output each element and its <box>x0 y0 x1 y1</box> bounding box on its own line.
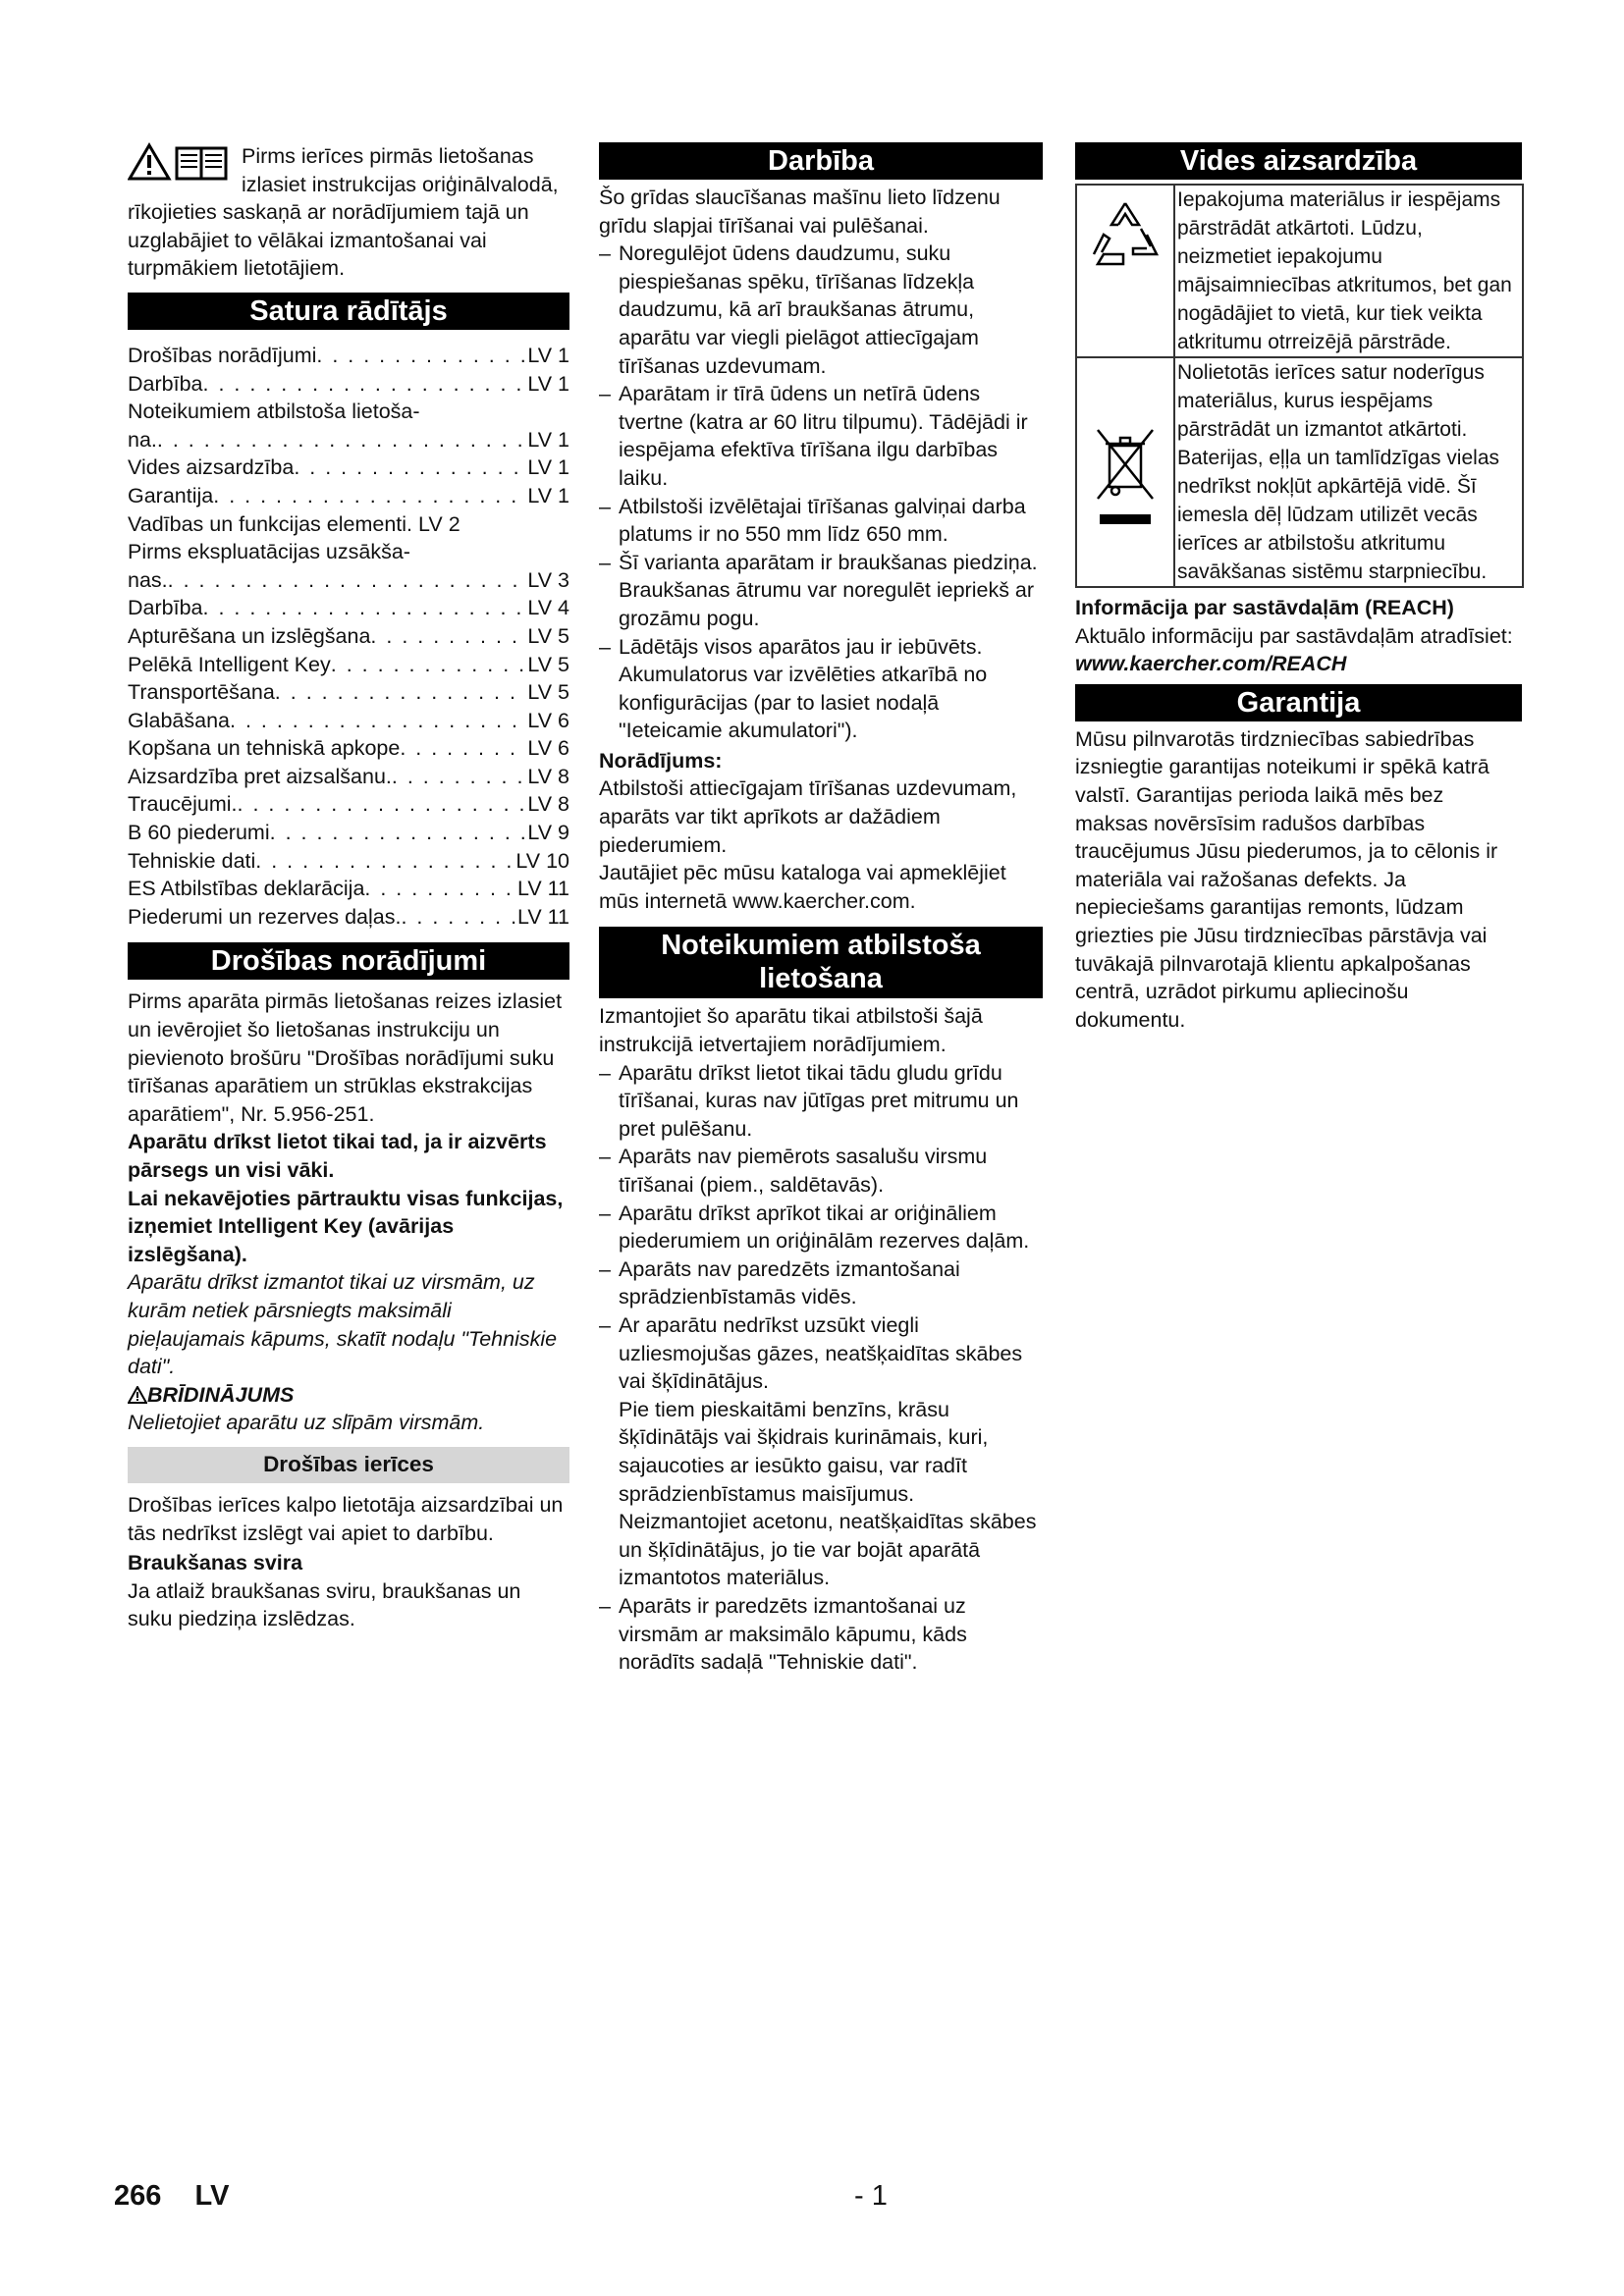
safety-title: Drošības norādījumi <box>128 942 569 980</box>
reach-text: Aktuālo informāciju par sastāvdaļām atradīsiet: <box>1075 623 1513 648</box>
toc-title: Satura rādītājs <box>128 293 569 330</box>
weee-text: Nolietotās ierīces satur noderīgus materiālus, kurus iespējams pārstrādāt un izmantot atkārtoti. Baterijas, eļļa un tamlīdzīgas vielas nedrīkst nokļūt apkārtējā vidē. Šī iemesla dēļ lūdzam utilizēt vecās ierīces ar atbilstošu atkritumu savākšanas sistēmu starpniecību. <box>1177 361 1499 583</box>
list-item: – Aparātam ir tīrā ūdens un netīrā ūdens tvertne (katra ar 60 litru tilpumu). Tādējādi ir iespējama efektīva tīrīšana ilgu darbības laiku. <box>599 380 1043 492</box>
manual-book-icon <box>177 148 226 179</box>
operation-list <box>599 240 1043 745</box>
operation-title: Darbība <box>599 142 1043 180</box>
toc-entry[interactable]: Pelēkā Intelligent Key . . . LV 5 <box>128 651 569 679</box>
list-item: – Ar aparātu nedrīkst uzsūkt viegli uzliesmojušas gāzes, neatšķaidītas skābes vai šķīdinātājus. Pie tiem pieskaitāmi benzīns, krāsu šķīdinātājs vai šķidrais kurināmais, kuri, sajaucoties ar iesūkto gaisu, var radīt sprādzienbīstamus maisījumus. Neizmantojiet acetonu, neatšķaidītas skābes un šķīdinātājus, jo tie var bojāt aparātā izmantotos materiālus. <box>599 1311 1043 1592</box>
safety-intro: Pirms aparāta pirmās lietošanas reizes izlasiet un ievērojiet šo lietošanas instrukciju un pievienoto brošūru "Drošības norādījumi suku tīrīšanas aparātiem un strūklas ekstrakcijas aparātiem", Nr. 5.956-251. <box>128 989 563 1126</box>
toc-entry[interactable]: Apturēšana un izslēgšana . . . LV 5 <box>128 622 569 651</box>
toc-entry[interactable]: Noteikumiem atbilstoša lietoša- na. . . . LV 1 <box>128 398 569 454</box>
note-text: Atbilstoši attiecīgajam tīrīšanas uzdevumam, aparāts var tikt aprīkots ar dažādiem piederumiem. <box>599 776 1017 857</box>
safety-devices-text: Drošības ierīces kalpo lietotāja aizsardzībai un tās nedrīkst izslēgt vai apiet to darbību. <box>128 1492 564 1545</box>
intended-list <box>599 1059 1043 1677</box>
language-code: LV <box>194 2180 230 2212</box>
reach-title: Informācija par sastāvdaļām (REACH) <box>1075 596 1454 619</box>
environment-title: Vides aizsardzība <box>1075 142 1522 180</box>
reach-link[interactable]: www.kaercher.com/REACH <box>1075 652 1347 676</box>
toc-entry[interactable]: Pirms ekspluatācijas uzsākša- nas. . . . LV 3 <box>128 538 569 594</box>
warning-heading: BRĪDINĀJUMS <box>128 1381 569 1410</box>
toc-entry[interactable]: Glabāšana . . . LV 6 <box>128 707 569 735</box>
warning-text: Nelietojiet aparātu uz slīpām virsmām. <box>128 1411 485 1435</box>
lever-text: Ja atlaiž braukšanas sviru, braukšanas un suku piedziņa izslēdzas. <box>128 1578 521 1631</box>
safety-italic: Aparātu drīkst izmantot tikai uz virsmām, uz kurām netiek pārsniegts maksimāli pieļaujamais kāpums, skatīt nodaļu "Tehniskie dati". <box>128 1270 558 1379</box>
table-of-contents <box>128 342 569 931</box>
safety-bold-2: Lai nekavējoties pārtrauktu visas funkcijas, izņemiet Intelligent Key (avārijas izslēgšana). <box>128 1186 564 1266</box>
toc-entry[interactable]: Transportēšana . . . LV 5 <box>128 678 569 707</box>
page-number: 266 <box>114 2180 162 2212</box>
warranty-title: Garantija <box>1075 684 1522 721</box>
list-item: – Šī varianta aparātam ir braukšanas piedziņa. Braukšanas ātrumu var noregulēt iepriekš ar grozāmu pogu. <box>599 549 1043 633</box>
recycle-row <box>1077 186 1522 356</box>
toc-entry[interactable]: ES Atbilstības deklarācija . . . LV 11 <box>128 875 569 903</box>
intended-use-title: Noteikumiem atbilstoša lietošana <box>599 927 1043 998</box>
environment-table <box>1075 184 1524 588</box>
column-middle <box>599 142 1043 1677</box>
toc-entry[interactable]: Garantija . . . LV 1 <box>128 482 569 510</box>
toc-entry[interactable]: Piederumi un rezerves daļas. . . . LV 11 <box>128 903 569 932</box>
warning-icon <box>128 142 236 182</box>
intro-icons <box>128 142 236 182</box>
list-item: – Atbilstoši izvēlētajai tīrīšanas galviņai darba platums ir no 550 mm līdz 650 mm. <box>599 493 1043 549</box>
page-marker: - 1 <box>854 2180 888 2212</box>
safety-devices-title: Drošības ierīces <box>128 1447 569 1483</box>
list-item: – Aparāts nav piemērots sasalušu virsmu tīrīšanai (piem., saldētavās). <box>599 1143 1043 1199</box>
toc-entry[interactable]: Vides aizsardzība . . . LV 1 <box>128 454 569 482</box>
lever-title: Braukšanas svira <box>128 1551 303 1575</box>
warning-icon <box>128 1386 147 1404</box>
weee-row <box>1077 356 1522 586</box>
list-item: – Aparātu drīkst aprīkot tikai ar oriģināliem piederumiem un oriģinālām rezerves daļām. <box>599 1200 1043 1255</box>
toc-entry[interactable]: Vadības un funkcijas elementi. LV 2 <box>128 511 460 536</box>
column-right <box>1075 142 1522 1034</box>
crossed-bin-icon <box>1090 422 1161 532</box>
list-item: – Aparāts ir paredzēts izmantošanai uz virsmām ar maksimālo kāpumu, kāds norādīts sadaļā "Tehniskie dati". <box>599 1592 1043 1677</box>
intended-intro: Izmantojiet šo aparātu tikai atbilstoši šajā instrukcijā ietvertajiem norādījumiem. <box>599 1004 983 1057</box>
safety-bold-1: Aparātu drīkst lietot tikai tad, ja ir aizvērts pārsegs un visi vāki. <box>128 1130 547 1182</box>
warranty-text: Mūsu pilnvarotās tirdzniecības sabiedrības izsniegtie garantijas noteikumi ir spēkā katrā valstī. Garantijas perioda laikā mēs bez maksas novērsīsim radušos darbības traucējumus Jūsu piederumos, ja to cēlonis ir materiāla vai ražošanas defekts. Ja nepieciešams garantijas remonts, lūdzam griezties pie Jūsu tirdzniecības pārstāvja vai tuvākajā pilnvarotajā klientu apkalpošanas centrā, uzrādot pirkumu apliecinošu dokumentu. <box>1075 726 1498 1032</box>
toc-entry[interactable]: Aizsardzība pret aizsalšanu. . . . LV 8 <box>128 763 569 791</box>
footer-page-label <box>114 2180 229 2213</box>
toc-entry[interactable]: Drošības norādījumi . . . LV 1 <box>128 342 569 370</box>
toc-entry[interactable]: B 60 piederumi . . . LV 9 <box>128 819 569 847</box>
intro-text: Pirms ierīces pirmās lietošanas izlasiet instrukcijas oriģinālvalodā, rīkojieties saskaņā ar norādījumiem tajā un uzglabājiet to vēlākai izmantošanai vai turpmākiem lietotājiem. <box>128 144 559 281</box>
note-text-2: Jautājiet pēc mūsu kataloga vai apmeklējiet mūs internetā www.kaercher.com. <box>599 861 1006 913</box>
operation-intro: Šo grīdas slaucīšanas mašīnu lieto līdzenu grīdu slapjai tīrīšanai vai pulēšanai. <box>599 186 1001 238</box>
column-left <box>128 142 569 1633</box>
toc-entry[interactable]: Kopšana un tehniskā apkope . . . LV 6 <box>128 734 569 763</box>
toc-entry[interactable]: Tehniskie dati . . . LV 10 <box>128 847 569 876</box>
list-item: – Aparāts nav paredzēts izmantošanai sprādzienbīstamās vidēs. <box>599 1255 1043 1311</box>
recycle-icon <box>1086 195 1164 274</box>
toc-entry[interactable]: Darbība . . . LV 1 <box>128 370 569 399</box>
toc-entry[interactable]: Traucējumi. . . . LV 8 <box>128 790 569 819</box>
list-item: – Lādētājs visos aparātos jau ir iebūvēts. Akumulatorus var izvēlēties atkarībā no konfigurācijas (par to lasiet nodaļā "Ieteicamie akumulatori"). <box>599 633 1043 745</box>
recycle-text: Iepakojuma materiālus ir iespējams pārstrādāt atkārtoti. Lūdzu, neizmetiet iepakojumu mājsaimniecības atkritumos, bet gan nogādājiet to vietā, kur tiek veikta atkritumu otrreizējā pārstrāde. <box>1177 188 1512 353</box>
intro-block <box>128 142 569 283</box>
note-title: Norādījums: <box>599 748 723 773</box>
list-item: – Noregulējot ūdens daudzumu, suku piespiešanas spēku, tīrīšanas līdzekļa daudzumu, kā arī braukšanas ātrumu, aparātu var viegli pielāgot attiecīgajam tīrīšanas uzdevumam. <box>599 240 1043 380</box>
toc-entry[interactable]: Darbība . . . LV 4 <box>128 594 569 622</box>
list-item: – Aparātu drīkst lietot tikai tādu gludu grīdu tīrīšanai, kuras nav jūtīgas pret mitrumu un pret pulēšanu. <box>599 1059 1043 1144</box>
